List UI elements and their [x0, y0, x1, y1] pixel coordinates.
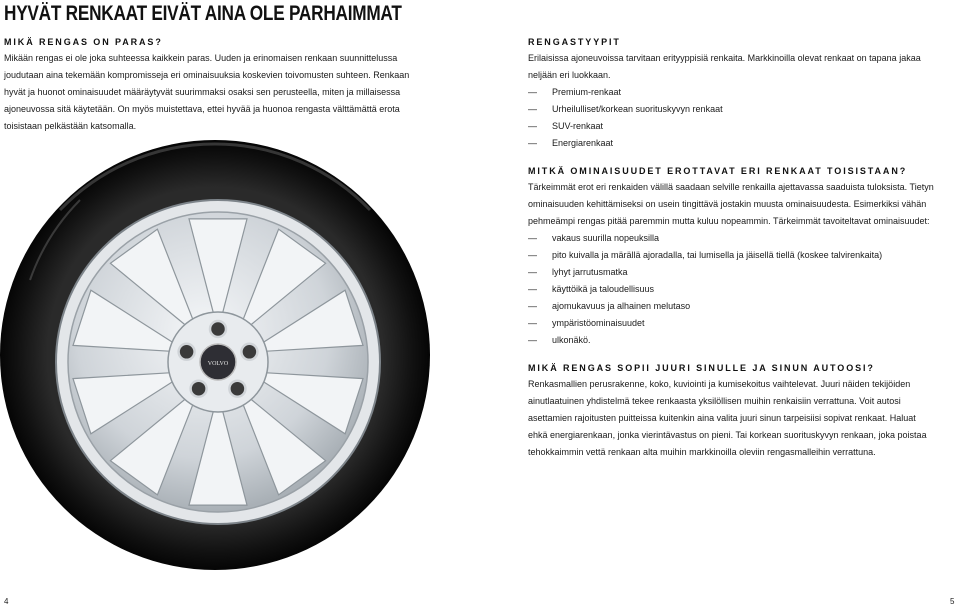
tire-choice-paragraph: [528, 376, 953, 461]
list-item: — pito kuivalla ja märällä ajoradalla, tai lumisella ja jäisellä tiellä (koskee talvirenkaita): [552, 247, 953, 264]
tire-choice-heading: MIKÄ RENGAS SOPII JUURI SINULLE JA SINUN AUTOOSI?: [528, 363, 875, 373]
paragraph-line: ominaisuuden kehittämiseksi on usein tingittävä jostakin muusta ominaisuudesta. Esimerkiksi vähän: [528, 199, 927, 209]
list-item: — SUV-renkaat: [552, 118, 953, 135]
lug-nut: [229, 381, 245, 397]
list-item: — ajomukavuus ja alhainen melutaso: [552, 298, 953, 315]
best-tire-paragraph: [4, 50, 444, 135]
list-item: — Premium-renkaat: [552, 84, 953, 101]
paragraph-line: neljään eri luokkaan.: [528, 70, 611, 80]
lug-nut: [191, 381, 207, 397]
paragraph-line: tehokkaimmin vettä renkaan alta muihin markkinoilla oleviin rengasmalleihin verrattuna.: [528, 447, 876, 457]
page-number-right: 5: [950, 597, 955, 606]
tire-types-section: [528, 37, 953, 152]
volvo-badge: VOLVO: [207, 361, 229, 367]
lug-nut: [210, 321, 226, 337]
list-item: — lyhyt jarrutusmatka: [552, 264, 953, 281]
tire-types-heading: RENGASTYYPIT: [528, 37, 621, 47]
paragraph-line: toisistaan pelkästään katsomalla.: [4, 121, 137, 131]
paragraph-line: hyvät ja huonot ominaisuudet määräytyvät suurimmaksi osaksi sen perusteella, miten ja millaisessa: [4, 87, 401, 97]
tire-features-list: [528, 230, 953, 349]
paragraph-line: Renkasmallien perusrakenne, koko, kuviointi ja kumisekoitus vaihtelevat. Juuri näiden tekijöiden: [528, 379, 911, 389]
paragraph-line: ajoneuvossa sitä käytetään. On myös muistettava, ettei hyvää ja huonoa rengasta välttämättä erota: [4, 104, 400, 114]
list-item: — vakaus suurilla nopeuksilla: [552, 230, 953, 247]
tire-wheel-image: [0, 140, 440, 595]
tire-choice-section: [528, 363, 953, 461]
list-item: — Urheilulliset/korkean suorituskyvyn renkaat: [552, 101, 953, 118]
tire-features-heading: MITKÄ OMINAISUUDET EROTTAVAT ERI RENKAAT TOISISTAAN?: [528, 166, 908, 176]
tire-types-list: [528, 84, 953, 152]
list-item: — Energiarenkaat: [552, 135, 953, 152]
left-column: [4, 37, 444, 149]
page-number-left: 4: [4, 597, 9, 606]
paragraph-line: ehkä energiarenkaan, jonka vierintävastus on pieni. Tai korkean suorituskyvyn renkaan, joka poistaa: [528, 430, 927, 440]
lug-nut: [179, 344, 195, 360]
lug-nut: [241, 344, 257, 360]
paragraph-line: Erilaisissa ajoneuvoissa tarvitaan erityyppisiä renkaita. Markkinoilla olevat renkaat on tapana jakaa: [528, 53, 921, 63]
paragraph-line: Tärkeimmät erot eri renkaiden välillä saadaan selville renkailla ajettavassa saaduista tuloksista. Tietyn: [528, 182, 934, 192]
list-item: — ympäristöominaisuudet: [552, 315, 953, 332]
best-tire-section: [4, 37, 444, 135]
list-item: — ulkonäkö.: [552, 332, 953, 349]
tire-features-section: [528, 166, 953, 349]
tire-wheel-illustration: [0, 140, 440, 595]
page-title: HYVÄT RENKAAT EIVÄT AINA OLE PARHAIMMAT: [4, 2, 402, 25]
list-item: — käyttöikä ja taloudellisuus: [552, 281, 953, 298]
paragraph-line: asettamien rajoitusten puitteissa kuitenkin aina valita juuri sinun tarpeisiisi sopivat renkaat. Haluat: [528, 413, 916, 423]
paragraph-line: ainutlaatuinen yhdistelmä tekee renkaasta yksilöllisen muihin renkaisiin verrattuna. Voit autosi: [528, 396, 901, 406]
paragraph-line: joudutaan aina tekemään kompromisseja eri ominaisuuksia koskevien toivomusten suhteen. Renkaan: [4, 70, 410, 80]
right-column: [528, 37, 953, 475]
tire-types-paragraph: [528, 50, 953, 84]
paragraph-line: Mikään rengas ei ole joka suhteessa kaikkein paras. Uuden ja erinomaisen renkaan suunnittelussa: [4, 53, 398, 63]
best-tire-heading: MIKÄ RENGAS ON PARAS?: [4, 37, 163, 47]
tire-features-paragraph: [528, 179, 953, 230]
paragraph-line: pehmeämpi rengas pitää paremmin mutta kuluu nopeammin. Tärkeimmät tavoiteltavat ominaisuudet:: [528, 216, 930, 226]
